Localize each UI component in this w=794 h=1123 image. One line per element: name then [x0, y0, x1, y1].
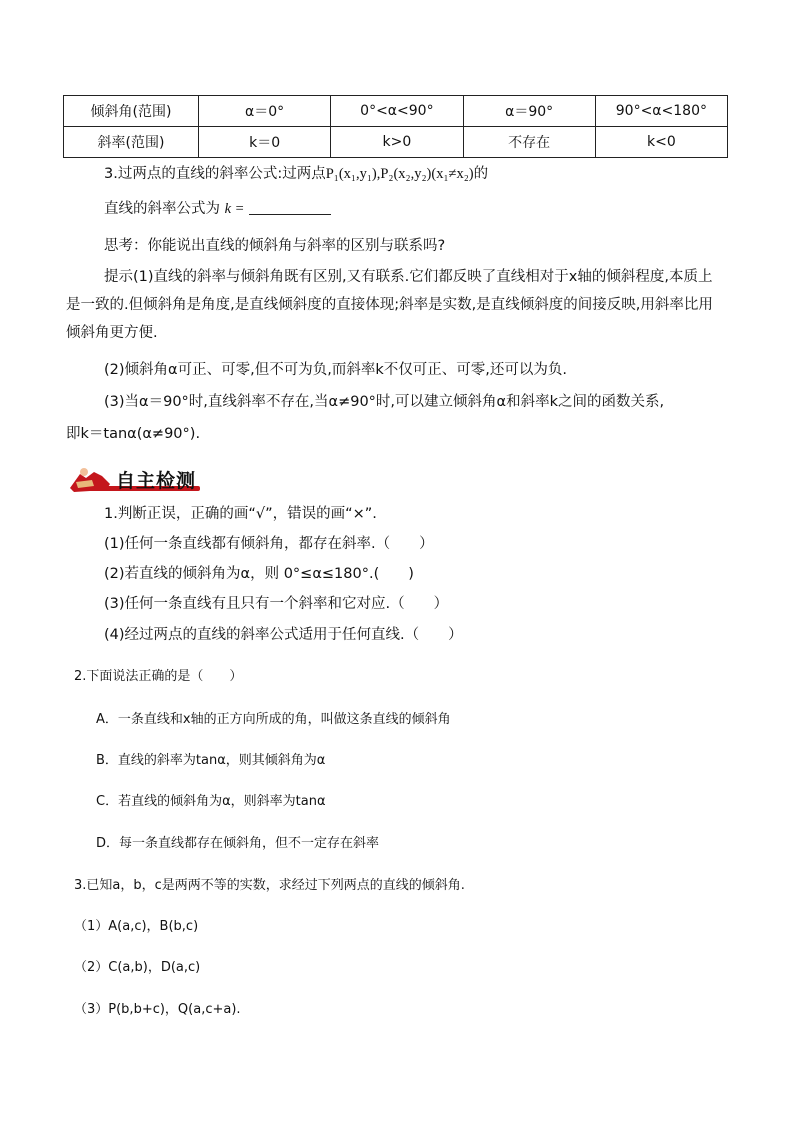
hint-paragraph-1: 提示(1)直线的斜率与倾斜角既有区别,又有联系.它们都反映了直线相对于x轴的倾斜程度,本质上是一致的.但倾斜角是角度,是直线倾斜度的直接体现;斜率是实数,是直线倾斜度的间接反映,用斜率比用倾斜角更方便.: [66, 269, 713, 341]
q2-option-d: D．每一条直线都存在倾斜角，但不一定存在斜率: [96, 836, 380, 851]
formula-line2: 直线的斜率公式为: [104, 201, 220, 217]
table-cell: k>0: [331, 127, 463, 158]
table-cell: 90°<α<180°: [595, 96, 727, 127]
angle-slope-table: [63, 95, 728, 158]
formula-points: P₁(x₁,y₁),P₂(x₂,y₂)(x₁≠x₂): [325, 166, 474, 182]
table-cell: α＝0°: [199, 96, 331, 127]
hint-paragraph-3-formula: 即k＝tanα(α≠90°).: [66, 426, 201, 442]
formula-prefix: 3.过两点的直线的斜率公式:过两点: [104, 166, 326, 182]
q1-item: (3)任何一条直线有且只有一个斜率和它对应.（ ）: [104, 596, 449, 612]
hint-paragraph-2: (2)倾斜角α可正、可零,但不可为负,而斜率k不仅可正、可零,还可以为负.: [104, 362, 567, 378]
table-row: [64, 127, 728, 158]
q1-item: (4)经过两点的直线的斜率公式适用于任何直线.（ ）: [104, 627, 463, 643]
q1-item: (2)若直线的倾斜角为α，则 0°≤α≤180°.( ): [104, 566, 414, 582]
table-cell: k<0: [595, 127, 727, 158]
q2-option-a: A．一条直线和x轴的正方向所成的角，叫做这条直线的倾斜角: [96, 712, 451, 727]
q3-item: （3）P(b,b+c)，Q(a,c+a).: [74, 1002, 241, 1017]
q2-option-b: B．直线的斜率为tanα，则其倾斜角为α: [96, 753, 326, 768]
k-equals: k =: [224, 201, 245, 217]
q1-item: (1)任何一条直线都有倾斜角，都存在斜率.（ ）: [104, 536, 434, 552]
mascot-icon: [66, 466, 114, 494]
section-title: 自主检测: [116, 470, 197, 492]
table-cell: 不存在: [463, 127, 595, 158]
table-cell: 斜率(范围): [64, 127, 199, 158]
slope-formula-line: [104, 164, 488, 184]
formula-suffix: 的: [473, 166, 489, 182]
table-cell: α＝90°: [463, 96, 595, 127]
think-question: 思考：你能说出直线的倾斜角与斜率的区别与联系吗?: [104, 238, 446, 254]
q3-item: （2）C(a,b)，D(a,c): [74, 960, 201, 975]
table-row: [64, 96, 728, 127]
q2-stem: 2.下面说法正确的是（ ）: [74, 669, 243, 684]
q2-option-c: C．若直线的倾斜角为α，则斜率为tanα: [96, 794, 326, 809]
slope-formula-blank-line: [104, 199, 331, 219]
q3-item: （1）A(a,c)，B(b,c): [74, 919, 199, 934]
q3-stem: 3.已知a，b，c是两两不等的实数，求经过下列两点的直线的倾斜角.: [74, 878, 465, 893]
q1-stem: 1.判断正误，正确的画“√”，错误的画“×”.: [104, 506, 377, 522]
section-header: [66, 466, 201, 494]
table-cell: 0°<α<90°: [331, 96, 463, 127]
table-cell: 倾斜角(范围): [64, 96, 199, 127]
answer-blank: [249, 200, 331, 215]
hint-paragraph-3: (3)当α＝90°时,直线斜率不存在,当α≠90°时,可以建立倾斜角α和斜率k之间的函数关系,: [104, 394, 665, 410]
table-cell: k＝0: [199, 127, 331, 158]
